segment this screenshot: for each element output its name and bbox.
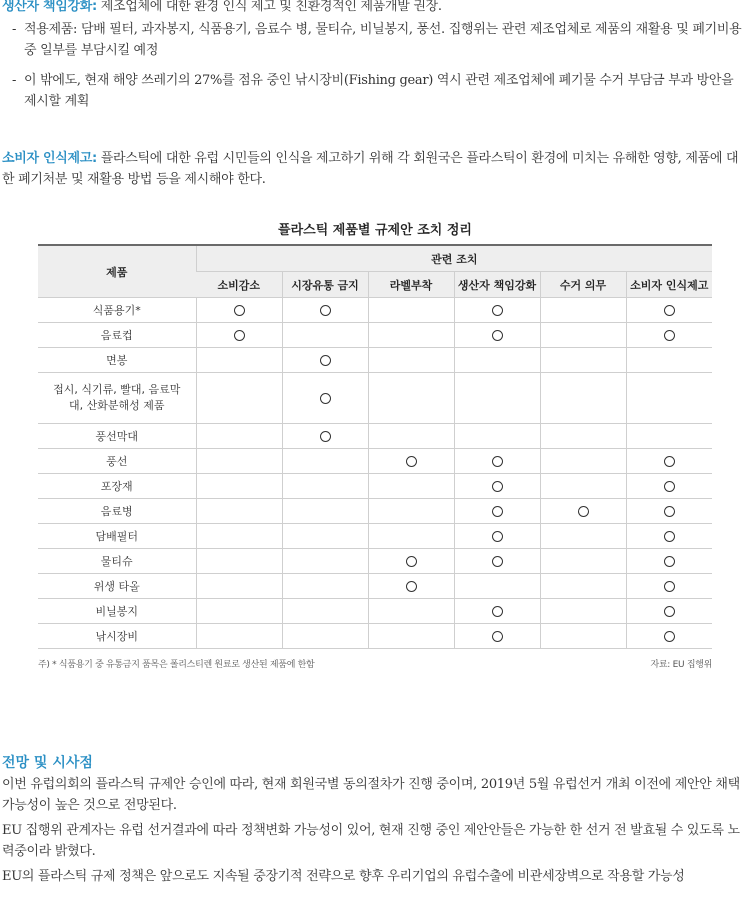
measure-cell [540, 499, 626, 524]
measure-cell [626, 549, 712, 574]
measure-cell [540, 574, 626, 599]
measure-cell [368, 599, 454, 624]
measure-cell [454, 524, 540, 549]
producer-bullet-2 [12, 70, 748, 112]
measure-cell [282, 499, 368, 524]
measure-cell [540, 624, 626, 649]
measure-column-header: 라벨부착 [368, 272, 454, 298]
measure-cell [626, 348, 712, 373]
measure-cell [282, 373, 368, 424]
measure-cell [626, 499, 712, 524]
measure-cell [540, 474, 626, 499]
check-circle-icon [664, 481, 675, 492]
measure-cell [282, 549, 368, 574]
check-circle-icon [406, 556, 417, 567]
table-row [38, 474, 712, 499]
measure-cell [282, 574, 368, 599]
measure-cell [626, 449, 712, 474]
bullet-dash: - [12, 73, 17, 88]
outlook-paragraph-3: EU의 플라스틱 규제 정책은 앞으로도 지속될 중장기적 전략으로 향후 우리기업의 유럽수출에 비관세장벽으로 작용할 가능성 [2, 869, 685, 884]
check-circle-icon [492, 305, 503, 316]
measure-cell [196, 549, 282, 574]
check-circle-icon [664, 330, 675, 341]
product-cell: 비닐봉지 [38, 599, 196, 624]
measure-cell [454, 549, 540, 574]
measure-cell [368, 549, 454, 574]
check-circle-icon [234, 305, 245, 316]
product-cell: 풍선 [38, 449, 196, 474]
measure-cell [196, 599, 282, 624]
consumer-label: 소비자 인식제고: [2, 151, 97, 166]
measure-cell [540, 348, 626, 373]
measure-cell [282, 624, 368, 649]
measure-cell [196, 323, 282, 348]
measure-cell [196, 348, 282, 373]
measure-cell [454, 424, 540, 449]
check-circle-icon [492, 330, 503, 341]
measure-cell [540, 373, 626, 424]
table-source: 자료: EU 집행위 [650, 660, 712, 670]
table-row [38, 424, 712, 449]
measure-cell [282, 298, 368, 323]
measure-cell [540, 449, 626, 474]
measure-cell [626, 323, 712, 348]
check-circle-icon [406, 456, 417, 467]
measure-cell [454, 599, 540, 624]
table-row [38, 298, 712, 323]
measure-cell [626, 524, 712, 549]
measure-cell [196, 449, 282, 474]
measure-cell [454, 348, 540, 373]
table-footnote: 주) * 식품용기 중 유통금지 품목은 폴리스티렌 원료로 생산된 제품에 한함 [38, 660, 315, 670]
measure-cell [282, 524, 368, 549]
check-circle-icon [664, 305, 675, 316]
check-circle-icon [492, 631, 503, 642]
measure-cell [454, 323, 540, 348]
product-cell: 위생 타올 [38, 574, 196, 599]
check-circle-icon [320, 393, 331, 404]
producer-label: 생산자 책임강화: [2, 0, 97, 14]
measure-cell [368, 499, 454, 524]
outlook-paragraph-2: EU 집행위 관계자는 유럽 선거결과에 따라 정책변화 가능성이 있어, 현재 진행 중인 제안안들은 가능한 한 선거 전 발효될 수 있도록 노력중이라 밝혔다. [2, 823, 740, 859]
measure-cell [454, 298, 540, 323]
check-circle-icon [664, 531, 675, 542]
measure-cell [282, 348, 368, 373]
product-cell: 접시, 식기류, 빨대, 음료막대, 산화분해성 제품 [38, 373, 196, 424]
check-circle-icon [406, 581, 417, 592]
check-circle-icon [664, 506, 675, 517]
table-row [38, 449, 712, 474]
measure-cell [540, 323, 626, 348]
measure-cell [196, 474, 282, 499]
check-circle-icon [664, 556, 675, 567]
measure-cell [368, 624, 454, 649]
check-circle-icon [320, 431, 331, 442]
product-cell: 면봉 [38, 348, 196, 373]
measure-cell [368, 474, 454, 499]
measure-cell [368, 524, 454, 549]
measure-cell [626, 474, 712, 499]
check-circle-icon [664, 456, 675, 467]
measure-column-header: 소비감소 [196, 272, 282, 298]
measure-cell [540, 424, 626, 449]
product-cell: 낚시장비 [38, 624, 196, 649]
regulation-table [38, 244, 712, 649]
measure-cell [196, 574, 282, 599]
bullet-text: 이 밖에도, 현재 해양 쓰레기의 27%를 점유 중인 낚시장비(Fishing gear) 역시 관련 제조업체에 폐기물 수거 부담금 부과 방안을 제시할 계획 [24, 73, 734, 109]
table-row [38, 549, 712, 574]
measure-cell [196, 524, 282, 549]
measure-cell [454, 449, 540, 474]
measure-cell [626, 424, 712, 449]
measure-cell [626, 373, 712, 424]
table-row [38, 348, 712, 373]
check-circle-icon [492, 481, 503, 492]
product-cell: 물티슈 [38, 549, 196, 574]
measure-cell [540, 298, 626, 323]
product-cell: 풍선막대 [38, 424, 196, 449]
measure-cell [454, 574, 540, 599]
measure-cell [454, 499, 540, 524]
measure-cell [540, 549, 626, 574]
check-circle-icon [492, 606, 503, 617]
measure-cell [368, 424, 454, 449]
measure-cell [626, 298, 712, 323]
producer-bullet-1 [12, 19, 748, 61]
measure-cell [368, 348, 454, 373]
table-body [38, 298, 712, 649]
table-row [38, 524, 712, 549]
measure-cell [282, 424, 368, 449]
measure-column-header: 소비자 인식제고 [626, 272, 712, 298]
measure-column-header: 시장유통 금지 [282, 272, 368, 298]
measure-cell [282, 474, 368, 499]
table-row [38, 574, 712, 599]
product-cell: 음료병 [38, 499, 196, 524]
check-circle-icon [320, 355, 331, 366]
measure-cell [454, 624, 540, 649]
check-circle-icon [664, 631, 675, 642]
measure-cell [540, 524, 626, 549]
producer-paragraph [2, 0, 748, 17]
measure-cell [626, 599, 712, 624]
table-row [38, 373, 712, 424]
measure-cell [368, 574, 454, 599]
measure-cell [368, 323, 454, 348]
measure-cell [196, 424, 282, 449]
product-cell: 담배필터 [38, 524, 196, 549]
measure-cell [196, 499, 282, 524]
table-row [38, 499, 712, 524]
check-circle-icon [320, 305, 331, 316]
check-circle-icon [492, 531, 503, 542]
table-title: 플라스틱 제품별 규제안 조치 정리 [278, 223, 472, 238]
measure-cell [282, 599, 368, 624]
product-cell: 음료컵 [38, 323, 196, 348]
product-cell: 포장재 [38, 474, 196, 499]
consumer-paragraph [2, 148, 748, 190]
product-cell: 식품용기* [38, 298, 196, 323]
measure-cell [196, 624, 282, 649]
bullet-text: 적용제품: 담배 필터, 과자봉지, 식품용기, 음료수 병, 물티슈, 비닐봉지, 풍선. 집행위는 관련 제조업체로 제품의 재활용 및 폐기비용 중 일부를 부담시킬 예정 [24, 22, 742, 58]
check-circle-icon [234, 330, 245, 341]
table-row [38, 323, 712, 348]
table-row [38, 624, 712, 649]
check-circle-icon [664, 606, 675, 617]
measure-cell [282, 449, 368, 474]
outlook-paragraph-1: 이번 유럽의회의 플라스틱 규제안 승인에 따라, 현재 회원국별 동의절차가 진행 중이며, 2019년 5월 유럽선거 개최 이전에 제안안 채택 가능성이 높은 것으로 전망된다. [2, 777, 740, 813]
measure-cell [540, 599, 626, 624]
measure-cell [454, 474, 540, 499]
measure-cell [368, 449, 454, 474]
check-circle-icon [664, 581, 675, 592]
measure-column-header: 생산자 책임강화 [454, 272, 540, 298]
measure-cell [626, 574, 712, 599]
check-circle-icon [492, 556, 503, 567]
outlook-title: 전망 및 시사점 [2, 755, 93, 771]
measure-column-header: 수거 의무 [540, 272, 626, 298]
check-circle-icon [492, 506, 503, 517]
bullet-dash: - [12, 22, 17, 37]
measure-cell [196, 373, 282, 424]
measure-cell [368, 298, 454, 323]
consumer-text: 플라스틱에 대한 유럽 시민들의 인식을 제고하기 위해 각 회원국은 플라스틱이 환경에 미치는 유해한 영향, 제품에 대한 폐기처분 및 재활용 방법 등을 제시해야 한다. [2, 151, 739, 187]
table-row [38, 599, 712, 624]
measure-cell [626, 624, 712, 649]
check-circle-icon [578, 506, 589, 517]
producer-text: 제조업체에 대한 환경 인식 제고 및 친환경적인 제품개발 권장. [96, 0, 442, 14]
measures-header: 관련 조치 [196, 245, 712, 272]
measure-cell [282, 323, 368, 348]
measure-cell [368, 373, 454, 424]
product-header: 제품 [38, 245, 196, 298]
check-circle-icon [492, 456, 503, 467]
measure-cell [454, 373, 540, 424]
measure-cell [196, 298, 282, 323]
